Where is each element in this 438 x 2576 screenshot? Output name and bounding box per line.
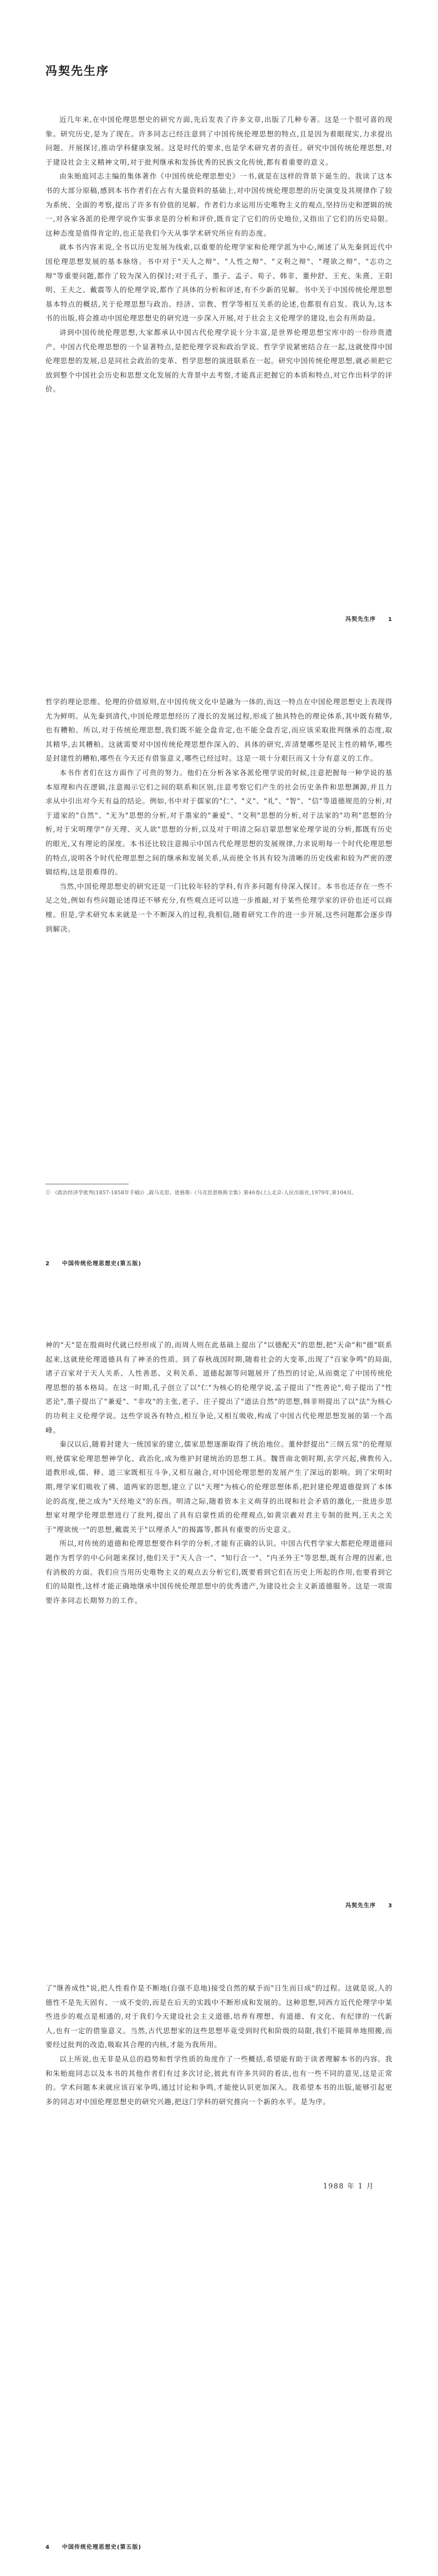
book-page-4 [0,1938,438,2576]
paragraph: 神的"天"是在殷商时代就已经形成了的,而周人则在此基础上提出了"以德配天"的思想,把"天命"和"德"联系起来,这就使伦理道德具有了神圣的性质。到了春秋战国时期,随着社会的大变革,出现了"百家争鸣"的局面,诸子百家对于天人关系、人性善恶、义利关系、道德起源等问题展开了热烈的讨论,从而奠定了中国传统伦理思想的基本格局。在这一时期,孔子创立了以"仁"为核心的伦理学说,孟子提出了"性善论",荀子提出了"性恶论",墨子提出了"兼爱"、"非攻"的主张,老子、庄子提出了"道法自然"的思想,韩非则提出了以"法"为核心的功利主义伦理学说。这些学说各有特点,相互争论,又相互吸收,构成了中国古代伦理思想发展的第一个高峰。 [45,1341,393,1434]
page-number: 3 [388,1903,393,1909]
paragraph: 就本书内容来说,全书以历史发展为线索,以重要的伦理学家和伦理学派为中心,阐述了从先秦到近代中国伦理思想发展的基本脉络。书中对于"天人之辩"、"人性之辩"、"义利之辩"、"理欲之辩"、"志功之辩"等重要问题,都作了较为深入的探讨;对于孔子、墨子、孟子、荀子、韩非、董仲舒、王充、朱熹、王阳明、王夫之、戴震等人的伦理学说,都作了具体的分析和评述,有不少新的见解。书中关于中国传统伦理思想基本特点的概括,关于伦理思想与政治、经济、宗教、哲学等相互关系的论述,也都很有启发。我认为,这本书的出版,将会推动中国伦理思想史的研究进一步深入开展,对于社会主义伦理学的建设,也会有所助益。 [45,243,393,323]
paragraph: 了"继善成性"说,把人性看作是不断地(自强不息地)接受自然的赋予而"日生而日成"的过程。这就是说,人的德性不是先天固有、一成不变的,而是在后天的实践中不断形成和发展的。这种思想,同西方近代伦理学中某些进步的观点是相通的,对于我们今天建设社会主义道德,培养有理想、有道德、有文化、有纪律的一代新人,也有一定的借鉴意义。当然,古代思想家的这些思想毕竟受到时代和阶级的局限,我们不能简单地照搬,而要经过批判的改造,吸取其合理的内核,才能为我所用。 [45,1984,393,2049]
footnote: ① 《政治经济学批判(1857-1858年手稿)》,载马克思、恩格斯:《马克思恩格斯全集》第46卷(上),北京:人民出版社,1979年,第104页。 [45,1190,357,1196]
paragraph: 秦汉以后,随着封建大一统国家的建立,儒家思想逐渐取得了统治地位。董仲舒提出"三纲五常"的伦理原则,使儒家伦理思想神学化、政治化,成为维护封建统治的思想工具。魏晋南北朝时期,玄学兴起,佛教传入,道教形成,儒、释、道三家既相互斗争,又相互融合,对中国伦理思想的发展产生了深远的影响。到了宋明时期,理学家们吸收了佛、道两家的思想,建立了以"天理"为核心的伦理思想体系,把封建伦理道德提到了本体论的高度,使之成为"天经地义"的东西。明清之际,随着资本主义萌芽的出现和社会矛盾的激化,一批进步思想家对理学伦理思想进行了批判,提出了具有启蒙性质的伦理观点,如黄宗羲对君主专制的批判,王夫之关于"理欲统一"的思想,戴震关于"以理杀人"的揭露等,都具有重要的历史意义。 [45,1440,393,1534]
page-2-body [45,695,393,936]
page-number: 2 [45,1261,50,1267]
running-head-title: 中国传统伦理思想史(第五版) [62,1261,142,1267]
book-page-1 [0,0,438,651]
running-head-title: 中国传统伦理思想史(第五版) [62,2544,142,2550]
paragraph: 所以,对传统的道德和伦理思想要作科学的分析,才能有正确的认识。中国古代哲学家大都把伦理道德问题作为哲学的中心问题来探讨,他们关于"天人合一"、"知行合一"、"内圣外王"等思想,既有合理的因素,也有消极的方面。我们应当用历史唯物主义的观点去分析它们,既要看到它们在历史上所起的作用,也要看到它们的局限性,这样才能正确地继承中国传统伦理思想中的优秀遗产,为建设社会主义新道德服务。这是一项需要许多同志长期努力的工作。 [45,1539,393,1605]
page-3-body [45,1338,393,1607]
running-head [45,2542,141,2550]
book-page-2 [0,651,438,1295]
page-1-body [45,113,393,396]
paragraph: 当然,中国伦理思想史的研究还是一门比较年轻的学科,有许多问题有待深入探讨。本书也还存在一些不足之处,例如有些问题论述得还不够充分,有些观点还可以进一步推敲,对于某些伦理学家的评价也还可以商榷。但是,学术研究本来就是一个不断深入的过程,我相信,随着研究工作的进一步开展,这些问题都会逐步得到解决。 [45,882,393,933]
running-head [345,614,393,623]
paragraph: 哲学的理论思维、伦理的价值原则,在中国传统文化中是融为一体的,而这一特点在中国伦理思想史上表现得尤为鲜明。从先秦到清代,中国伦理思想经历了漫长的发展过程,形成了独具特色的理论体系,其中既有精华,也有糟粕。所以,对于传统伦理思想,我们既不能全盘肯定,也不能全盘否定,而应该采取批判继承的态度,取其精华,去其糟粕。这就需要对中国传统伦理思想作深入的、具体的研究,弄清楚哪些是民主性的精华,哪些是封建性的糟粕,哪些在今天还有借鉴意义,哪些已经过时。这是一项十分艰巨而又十分有意义的工作。 [45,698,393,763]
paragraph: 以上所说,也无非是从总的趋势和哲学性质的角度作了一些概括,希望能有助于读者理解本书的内容。我和朱贻庭同志以及本书的其他作者们有过多次讨论,彼此有许多共同的看法,也有一些不同的意见,这是正常的。学术问题本来就应该百家争鸣,通过讨论和争鸣,才能使认识更加深入。我希望本书的出版,能够引起更多的同志对中国伦理思想史的研究兴趣,把这门学科的研究推向一个新的水平。是为序。 [45,2054,393,2106]
running-head-title: 冯契先生序 [345,617,376,623]
book-page-3 [0,1295,438,1938]
running-head-title: 冯契先生序 [345,1903,376,1909]
page-4-body [45,1981,393,2109]
chapter-title: 冯契先生序 [45,64,109,78]
paragraph: 本书作者们在这方面作了可贵的努力。他们在分析各家各派伦理学说的时候,注意把握每一种学说的基本原理和内在逻辑,注意揭示它们之间的联系和区别,注意考察它们产生的社会历史条件和思想渊源,并且力求从中引出对今天有益的结论。例如,书中对于儒家的"仁"、"义"、"礼"、"智"、"信"等道德规范的分析,对于道家的"自然"、"无为"思想的分析,对于墨家的"兼爱"、"交利"思想的分析,对于法家的"功利"思想的分析,对于宋明理学"存天理、灭人欲"思想的分析,以及对于明清之际启蒙思想家伦理学说的分析,都既有历史的眼光,又有理论的深度。本书还比较注意揭示中国古代伦理思想的发展规律,力求说明每一个时代伦理思想的特点,说明各个时代伦理思想之间的继承和发展关系,从而使全书具有较为清晰的历史线索和较为严密的逻辑结构,这是很难得的。 [45,768,393,877]
paragraph: 讲到中国传统伦理思想,大家都承认中国古代伦理学说十分丰富,是世界伦理思想宝库中的一份珍贵遗产。中国古代伦理思想的一个显著特点,是把伦理学说和政治学说、哲学学说紧密结合在一起,这就使得中国伦理思想的发展,总是同社会政治的变革、哲学思想的演进联系在一起。研究中国传统伦理思想,就必须把它放到整个中国社会历史和思想文化发展的大背景中去考察,才能真正把握它的本质和特点,对它作出科学的评价。 [45,328,393,394]
paragraph: 近几年来,在中国伦理思想史的研究方面,先后发表了许多文章,出版了几种专著。这是一个很可喜的现象。研究历史,是为了现在。许多同志已经注意到了中国传统伦理思想的特点,且是因为着眼现实,力求提出问题、开展探讨,推动学科健康发展。这是时代的要求,也是学术研究者的责任。研究中国传统伦理思想,对于建设社会主义精神文明,对于批判继承和发扬优秀的民族文化传统,都有着重要的意义。 [45,115,393,166]
signature-date: 1988 年 1 月 [323,2182,374,2190]
running-head [45,1259,141,1267]
page-number: 4 [45,2544,50,2550]
page-number: 1 [388,617,393,623]
running-head [345,1901,393,1909]
paragraph: 由朱贻庭同志主编的集体著作《中国传统伦理思想史》一书,就是在这样的背景下诞生的。我读了这本书的大部分原稿,感到本书作者们在占有大量资料的基础上,对中国传统伦理思想的历史演变及其规律作了较为系统、全面的考察,提出了许多有价值的见解。作者们力求运用历史唯物主义的观点,坚持历史和逻辑的统一,对各家各派的伦理学说作实事求是的分析和评价,既肯定了它们的历史地位,又指出了它们的历史局限。这种态度是值得肯定的,也正是我们今天从事学术研究所应有的态度。 [45,172,393,237]
